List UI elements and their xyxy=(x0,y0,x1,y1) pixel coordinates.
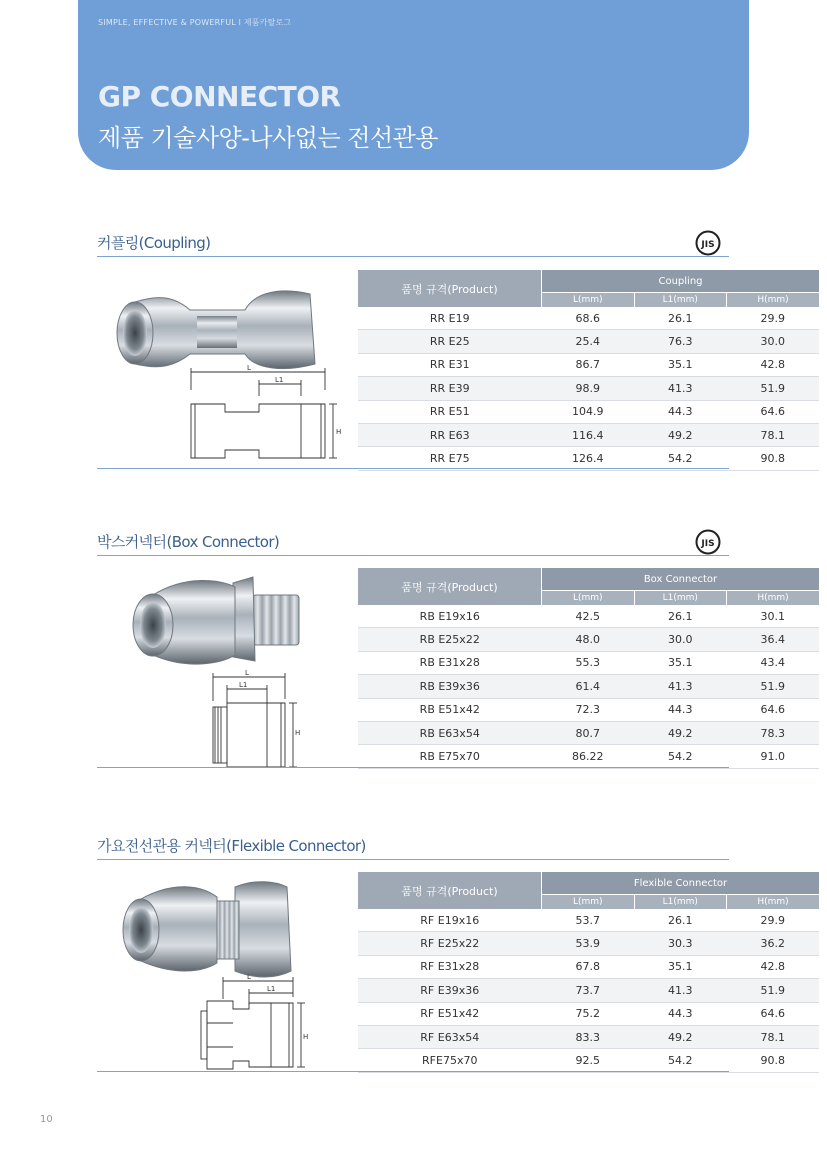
value-h: 36.2 xyxy=(727,932,820,955)
page-subtitle: 제품 기술사양-나사없는 전선관용 xyxy=(98,124,438,152)
value-h: 51.9 xyxy=(727,979,820,1002)
page-number: 10 xyxy=(40,1114,53,1125)
value-l1: 41.3 xyxy=(634,377,727,400)
value-l1: 30.0 xyxy=(634,628,727,651)
value-h: 64.6 xyxy=(727,698,820,721)
table-row xyxy=(358,932,819,955)
value-h: 51.9 xyxy=(727,675,820,698)
product-name: RF E31x28 xyxy=(358,955,542,978)
value-l1: 49.2 xyxy=(634,1025,727,1048)
product-name: RF E19x16 xyxy=(358,909,542,932)
value-h: 64.6 xyxy=(727,400,820,423)
value-l1: 35.1 xyxy=(634,353,727,376)
value-h: 29.9 xyxy=(727,307,820,330)
value-l: 75.2 xyxy=(542,1002,635,1025)
col-header-l: L(mm) xyxy=(542,293,635,308)
value-l1: 41.3 xyxy=(634,675,727,698)
spec-table-flexible-connector xyxy=(358,872,819,1073)
value-l: 48.0 xyxy=(542,628,635,651)
svg-text:L1: L1 xyxy=(267,985,276,993)
table-row xyxy=(358,423,819,446)
value-l1: 54.2 xyxy=(634,745,727,768)
value-h: 42.8 xyxy=(727,955,820,978)
value-l: 116.4 xyxy=(542,423,635,446)
value-h: 30.0 xyxy=(727,330,820,353)
value-l: 98.9 xyxy=(542,377,635,400)
value-l1: 26.1 xyxy=(634,909,727,932)
group-header: Flexible Connector xyxy=(542,872,820,895)
col-header-l: L(mm) xyxy=(542,591,635,606)
value-h: 30.1 xyxy=(727,605,820,628)
flexible-connector-photo xyxy=(115,875,325,985)
section-coupling xyxy=(97,232,789,472)
value-h: 90.8 xyxy=(727,1049,820,1072)
value-l: 61.4 xyxy=(542,675,635,698)
table-row xyxy=(358,721,819,744)
value-h: 43.4 xyxy=(727,651,820,674)
product-name: RFE75x70 xyxy=(358,1049,542,1072)
svg-text:JIS: JIS xyxy=(701,539,715,549)
value-l1: 35.1 xyxy=(634,651,727,674)
value-l1: 44.3 xyxy=(634,1002,727,1025)
section-flexible-connector xyxy=(97,835,789,1075)
table-row xyxy=(358,353,819,376)
svg-text:L1: L1 xyxy=(239,681,248,689)
value-l: 73.7 xyxy=(542,979,635,1002)
header-tagline: SIMPLE, EFFECTIVE & POWERFUL l 제품카탈로그 xyxy=(98,18,292,27)
value-h: 64.6 xyxy=(727,1002,820,1025)
table-row xyxy=(358,909,819,932)
value-h: 29.9 xyxy=(727,909,820,932)
product-header: 품명 규격(Product) xyxy=(358,872,542,909)
table-row xyxy=(358,698,819,721)
value-l: 86.7 xyxy=(542,353,635,376)
value-l: 25.4 xyxy=(542,330,635,353)
value-h: 91.0 xyxy=(727,745,820,768)
svg-text:L: L xyxy=(247,973,251,981)
value-h: 78.1 xyxy=(727,423,820,446)
value-l: 92.5 xyxy=(542,1049,635,1072)
table-row xyxy=(358,1002,819,1025)
product-name: RB E25x22 xyxy=(358,628,542,651)
value-l1: 76.3 xyxy=(634,330,727,353)
section-rule xyxy=(97,859,729,860)
value-h: 90.8 xyxy=(727,447,820,470)
flexible-connector-dimension-drawing xyxy=(197,973,317,1073)
table-row xyxy=(358,745,819,768)
col-header-l1: L1(mm) xyxy=(634,591,727,606)
table-row xyxy=(358,651,819,674)
value-l1: 44.3 xyxy=(634,698,727,721)
value-l1: 49.2 xyxy=(634,423,727,446)
product-name: RB E63x54 xyxy=(358,721,542,744)
value-l: 67.8 xyxy=(542,955,635,978)
table-row xyxy=(358,400,819,423)
product-name: RB E39x36 xyxy=(358,675,542,698)
svg-text:H: H xyxy=(295,729,301,737)
svg-text:H: H xyxy=(303,1033,309,1041)
section-rule xyxy=(97,256,729,257)
product-name: RB E51x42 xyxy=(358,698,542,721)
col-header-h: H(mm) xyxy=(727,895,820,910)
value-l: 83.3 xyxy=(542,1025,635,1048)
product-name: RR E39 xyxy=(358,377,542,400)
value-l: 53.7 xyxy=(542,909,635,932)
svg-text:L1: L1 xyxy=(275,376,284,384)
product-name: RR E19 xyxy=(358,307,542,330)
section-title: 가요전선관용 커넥터(Flexible Connector) xyxy=(97,837,366,855)
jis-mark-icon xyxy=(695,529,721,555)
product-name: RB E75x70 xyxy=(358,745,542,768)
table-row xyxy=(358,1025,819,1048)
section-title: 박스커넥터(Box Connector) xyxy=(97,533,280,551)
table-row xyxy=(358,307,819,330)
svg-text:H: H xyxy=(336,428,342,436)
box-connector-dimension-drawing xyxy=(205,669,305,769)
svg-text:L: L xyxy=(245,669,249,677)
section-bottom-rule xyxy=(97,767,729,768)
product-name: RR E31 xyxy=(358,353,542,376)
value-l: 86.22 xyxy=(542,745,635,768)
section-box-connector xyxy=(97,531,789,771)
value-l1: 41.3 xyxy=(634,979,727,1002)
section-rule xyxy=(97,555,729,556)
jis-mark-icon xyxy=(695,230,721,256)
product-name: RF E39x36 xyxy=(358,979,542,1002)
coupling-dimension-drawing xyxy=(185,364,345,464)
table-row xyxy=(358,675,819,698)
spec-table-coupling xyxy=(358,270,819,471)
value-l: 55.3 xyxy=(542,651,635,674)
value-l1: 26.1 xyxy=(634,307,727,330)
value-l: 68.6 xyxy=(542,307,635,330)
col-header-l: L(mm) xyxy=(542,895,635,910)
table-row xyxy=(358,377,819,400)
box-connector-photo xyxy=(125,569,315,679)
product-name: RB E19x16 xyxy=(358,605,542,628)
value-l: 126.4 xyxy=(542,447,635,470)
svg-text:JIS: JIS xyxy=(701,240,715,250)
product-name: RR E51 xyxy=(358,400,542,423)
value-l: 80.7 xyxy=(542,721,635,744)
product-name: RR E25 xyxy=(358,330,542,353)
svg-text:L: L xyxy=(247,364,251,372)
product-name: RF E25x22 xyxy=(358,932,542,955)
product-name: RR E75 xyxy=(358,447,542,470)
value-l1: 54.2 xyxy=(634,447,727,470)
section-bottom-rule xyxy=(97,468,729,469)
value-l: 104.9 xyxy=(542,400,635,423)
value-h: 78.1 xyxy=(727,1025,820,1048)
product-header: 품명 규격(Product) xyxy=(358,270,542,307)
product-name: RB E31x28 xyxy=(358,651,542,674)
value-h: 78.3 xyxy=(727,721,820,744)
page-title: GP CONNECTOR xyxy=(98,80,341,113)
value-l1: 30.3 xyxy=(634,932,727,955)
value-l: 53.9 xyxy=(542,932,635,955)
table-row xyxy=(358,979,819,1002)
group-header: Coupling xyxy=(542,270,820,293)
value-l1: 44.3 xyxy=(634,400,727,423)
value-h: 42.8 xyxy=(727,353,820,376)
table-row xyxy=(358,628,819,651)
col-header-l1: L1(mm) xyxy=(634,895,727,910)
section-title: 커플링(Coupling) xyxy=(97,234,211,252)
value-l: 42.5 xyxy=(542,605,635,628)
col-header-h: H(mm) xyxy=(727,591,820,606)
spec-table-box-connector xyxy=(358,568,819,769)
table-row xyxy=(358,955,819,978)
table-row xyxy=(358,330,819,353)
value-l1: 49.2 xyxy=(634,721,727,744)
value-h: 51.9 xyxy=(727,377,820,400)
col-header-h: H(mm) xyxy=(727,293,820,308)
group-header: Box Connector xyxy=(542,568,820,591)
table-row xyxy=(358,605,819,628)
value-l: 72.3 xyxy=(542,698,635,721)
value-l1: 26.1 xyxy=(634,605,727,628)
value-l1: 54.2 xyxy=(634,1049,727,1072)
table-row xyxy=(358,447,819,470)
product-name: RF E63x54 xyxy=(358,1025,542,1048)
product-header: 품명 규격(Product) xyxy=(358,568,542,605)
product-name: RF E51x42 xyxy=(358,1002,542,1025)
col-header-l1: L1(mm) xyxy=(634,293,727,308)
table-row xyxy=(358,1049,819,1072)
value-l1: 35.1 xyxy=(634,955,727,978)
product-name: RR E63 xyxy=(358,423,542,446)
value-h: 36.4 xyxy=(727,628,820,651)
section-bottom-rule xyxy=(97,1071,729,1072)
